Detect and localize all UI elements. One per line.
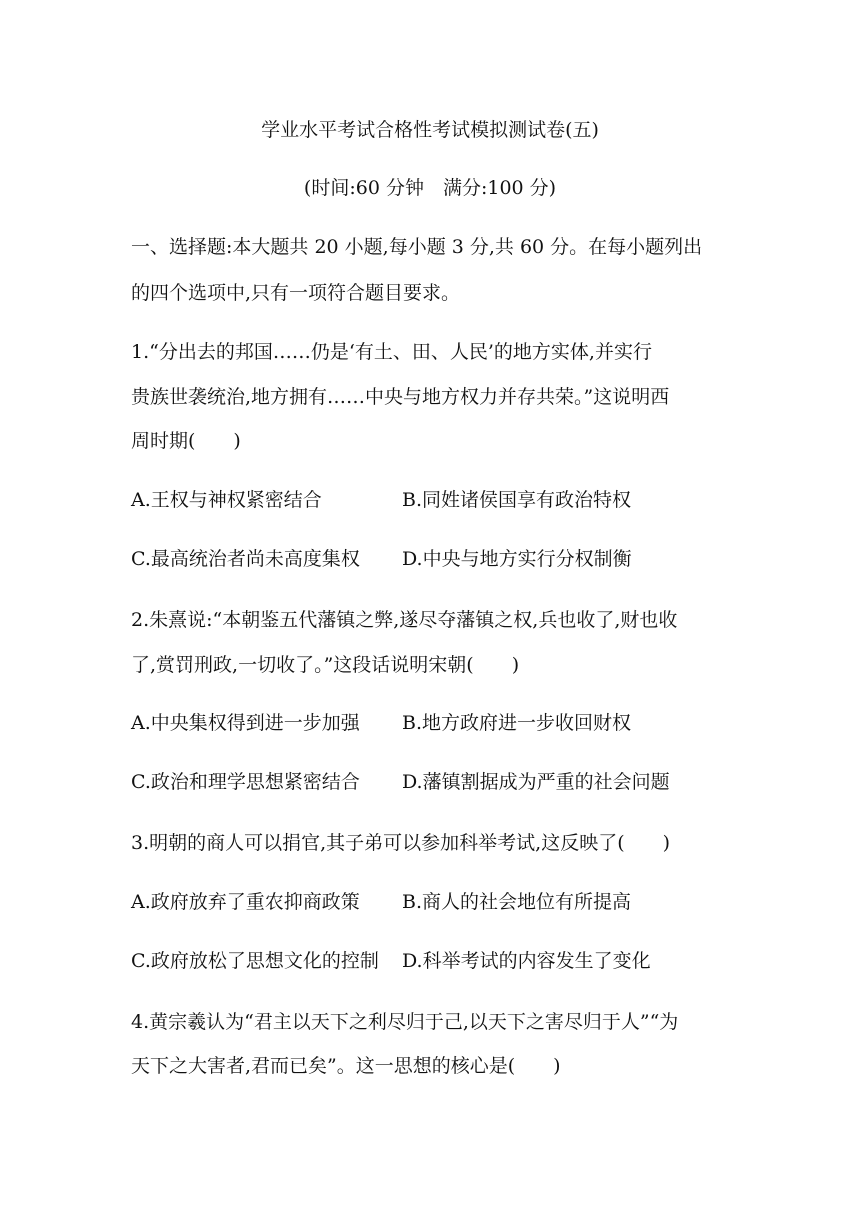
question-1-line-1: 1.“分出去的邦国……仍是‘有土、田、人民’的地方实体,并实行 bbox=[131, 341, 652, 363]
question-1-option-a: A.王权与神权紧密结合 bbox=[131, 489, 322, 511]
question-1-option-c: C.最高统治者尚未高度集权 bbox=[131, 548, 360, 570]
question-2-option-d: D.藩镇割据成为严重的社会问题 bbox=[402, 771, 670, 793]
question-2-option-b: B.地方政府进一步收回财权 bbox=[402, 712, 632, 734]
question-3-option-a: A.政府放弃了重农抑商政策 bbox=[131, 891, 360, 913]
question-2-line-2: 了,赏罚刑政,一切收了。”这段话说明宋朝( ) bbox=[131, 654, 520, 676]
question-3-option-d: D.科举考试的内容发生了变化 bbox=[402, 950, 651, 972]
question-3-line-1: 3.明朝的商人可以捐官,其子弟可以参加科举考试,这反映了( ) bbox=[131, 832, 671, 854]
exam-time-info: (时间:60 分钟 满分:100 分) bbox=[303, 177, 557, 199]
page-title: 学业水平考试合格性考试模拟测试卷(五) bbox=[261, 119, 599, 141]
question-1-line-3: 周时期( ) bbox=[131, 430, 241, 452]
question-1-option-d: D.中央与地方实行分权制衡 bbox=[402, 548, 632, 570]
question-4-line-1: 4.黄宗羲认为“君主以天下之利尽归于己,以天下之害尽归于人”“为 bbox=[131, 1011, 679, 1033]
question-3-option-b: B.商人的社会地位有所提高 bbox=[402, 891, 632, 913]
question-4-line-2: 天下之大害者,君而已矣”。这一思想的核心是( ) bbox=[131, 1055, 561, 1077]
section-instructions-line-1: 一、选择题:本大题共 20 小题,每小题 3 分,共 60 分。在每小题列出 bbox=[131, 236, 703, 258]
section-instructions-line-2: 的四个选项中,只有一项符合题目要求。 bbox=[131, 282, 461, 304]
question-1-line-2: 贵族世袭统治,地方拥有……中央与地方权力并存共荣。”这说明西 bbox=[131, 386, 670, 408]
question-2-option-c: C.政治和理学思想紧密结合 bbox=[131, 771, 360, 793]
question-3-option-c: C.政府放松了思想文化的控制 bbox=[131, 950, 379, 972]
question-1-option-b: B.同姓诸侯国享有政治特权 bbox=[402, 489, 632, 511]
question-2-line-1: 2.朱熹说:“本朝鉴五代藩镇之弊,遂尽夺藩镇之权,兵也收了,财也收 bbox=[131, 609, 678, 631]
question-2-option-a: A.中央集权得到进一步加强 bbox=[131, 712, 360, 734]
